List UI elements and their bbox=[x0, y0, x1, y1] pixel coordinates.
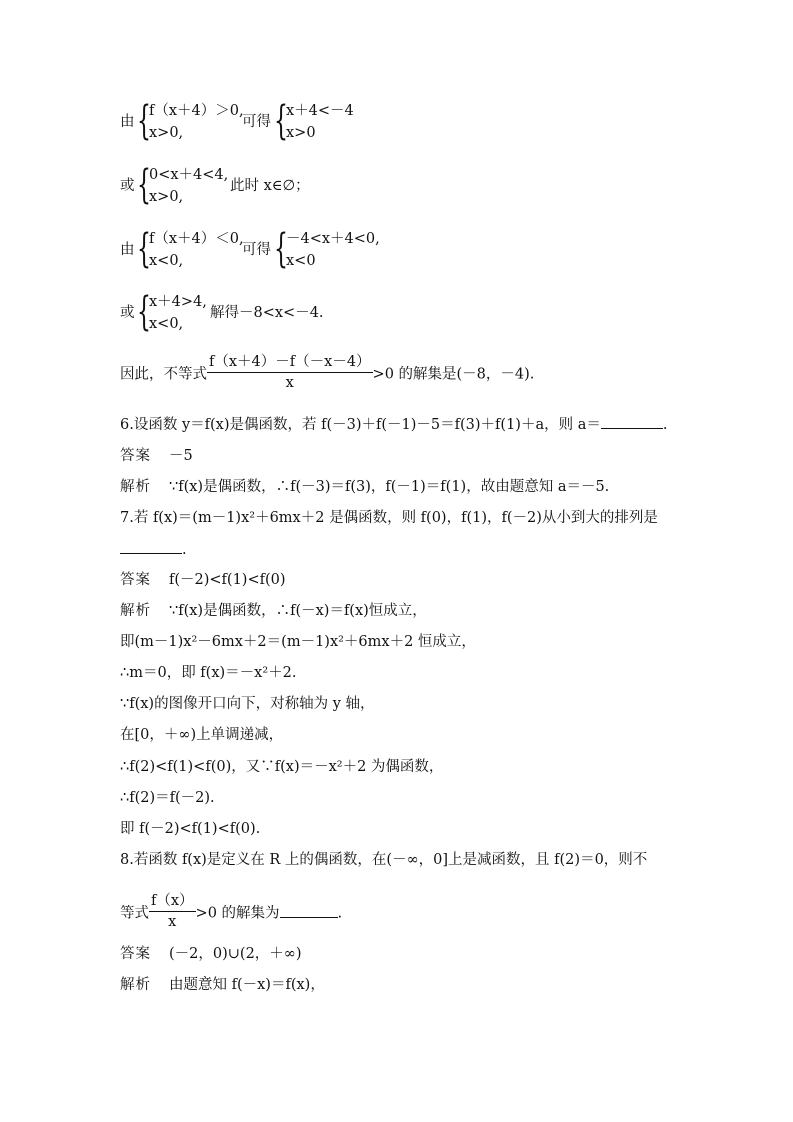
question-tail: . bbox=[337, 905, 343, 922]
analysis-step: ∴f(2)＝f(－2). bbox=[120, 790, 215, 806]
fraction-denominator: x bbox=[285, 375, 294, 391]
left-brace: { bbox=[137, 226, 151, 272]
question-8-line2 bbox=[120, 894, 342, 933]
analysis-label: 解析 bbox=[120, 603, 151, 619]
left-brace: { bbox=[137, 289, 151, 335]
system-row: f（x＋4）＞0, bbox=[149, 103, 244, 119]
connector-text: 可得 bbox=[242, 242, 271, 258]
answer-label: 答案 bbox=[120, 448, 151, 464]
system-row: 0<x＋4<4, bbox=[149, 167, 229, 183]
q6-answer-line bbox=[120, 446, 193, 466]
left-brace: { bbox=[137, 98, 151, 144]
question-tail: . bbox=[662, 417, 668, 433]
question-8 bbox=[120, 850, 647, 870]
q7-answer-line bbox=[120, 570, 286, 590]
analysis-step: 即(m－1)x²－6mx＋2＝(m－1)x²＋6mx＋2 恒成立， bbox=[120, 634, 476, 650]
answer-value: f(－2)<f(1)<f(0) bbox=[169, 572, 286, 588]
lead-text: 由 bbox=[120, 114, 135, 130]
question-pre: 等式 bbox=[120, 905, 149, 922]
lead-text: 由 bbox=[120, 242, 135, 258]
system-row: x＋4>4, bbox=[149, 294, 207, 310]
answer-blank bbox=[280, 903, 338, 918]
system-row: x＋4<－4 bbox=[286, 103, 354, 119]
conclusion-post: >0 的解集是(－8，－4). bbox=[372, 366, 535, 383]
question-7 bbox=[120, 508, 658, 528]
left-brace: { bbox=[274, 226, 288, 272]
fraction-numerator: f（x＋4）－f（－x－4） bbox=[207, 353, 373, 373]
system-row: x<0, bbox=[149, 253, 184, 269]
question-7-line2 bbox=[120, 539, 187, 560]
analysis-label: 解析 bbox=[120, 479, 151, 495]
conclusion-line bbox=[120, 355, 534, 394]
connector-text: 可得 bbox=[242, 114, 271, 130]
result-text: 此时 x∈∅； bbox=[230, 178, 310, 194]
system-row: x<0 bbox=[286, 253, 316, 269]
result-text: 解得－8<x<－4. bbox=[210, 305, 324, 321]
analysis-label: 解析 bbox=[120, 977, 151, 993]
fraction bbox=[149, 892, 196, 931]
system-row: －4<x＋4<0, bbox=[286, 231, 380, 247]
q7-analysis-line bbox=[120, 601, 427, 621]
answer-label: 答案 bbox=[120, 946, 151, 962]
system-row: x<0, bbox=[149, 316, 184, 332]
analysis-text: ∵f(x)是偶函数，∴f(－3)＝f(3)，f(－1)＝f(1)，故由题意知 a＝－5. bbox=[169, 479, 610, 495]
conclusion-pre: 因此，不等式 bbox=[120, 366, 207, 383]
analysis-step: 即 f(－2)<f(1)<f(0). bbox=[120, 821, 261, 837]
lead-text: 或 bbox=[120, 305, 135, 321]
system-row: f（x＋4）＜0, bbox=[149, 231, 244, 247]
answer-blank bbox=[120, 539, 182, 554]
q6-analysis-line bbox=[120, 477, 609, 497]
system-row: x>0, bbox=[149, 125, 184, 141]
question-text: 6.设函数 y＝f(x)是偶函数，若 f(－3)＋f(－1)－5＝f(3)＋f(1)＋a，则 a＝ bbox=[120, 417, 601, 433]
answer-value: (－2，0)∪(2，＋∞) bbox=[169, 946, 302, 962]
question-6 bbox=[120, 414, 667, 435]
question-text: 7.若 f(x)＝(m－1)x²＋6mx＋2 是偶函数，则 f(0)，f(1)，f(－2)从小到大的排列是 bbox=[120, 510, 658, 526]
answer-blank bbox=[601, 414, 663, 429]
analysis-text: ∵f(x)是偶函数，∴f(－x)＝f(x)恒成立， bbox=[169, 603, 427, 619]
question-tail: . bbox=[182, 542, 187, 558]
left-brace: { bbox=[137, 162, 151, 208]
answer-label: 答案 bbox=[120, 572, 151, 588]
analysis-step: 在[0，＋∞)上单调递减， bbox=[120, 727, 284, 743]
q8-analysis-line bbox=[120, 975, 325, 995]
fraction-denominator: x bbox=[168, 914, 177, 930]
left-brace: { bbox=[274, 98, 288, 144]
analysis-step: ∴m＝0，即 f(x)＝－x²＋2. bbox=[120, 665, 297, 681]
question-post: >0 的解集为 bbox=[195, 905, 280, 922]
answer-value: －5 bbox=[169, 448, 193, 464]
system-row: x>0 bbox=[286, 125, 316, 141]
fraction-numerator: f（x） bbox=[149, 892, 196, 912]
fraction bbox=[207, 353, 373, 392]
analysis-step: ∴f(2)<f(1)<f(0)，又∵f(x)＝－x²＋2 为偶函数， bbox=[120, 759, 444, 775]
lead-text: 或 bbox=[120, 178, 135, 194]
analysis-text: 由题意知 f(－x)＝f(x)， bbox=[169, 977, 325, 993]
analysis-step: ∵f(x)的图像开口向下，对称轴为 y 轴， bbox=[120, 696, 375, 712]
q8-answer-line bbox=[120, 944, 302, 964]
system-row: x>0, bbox=[149, 189, 184, 205]
question-text: 8.若函数 f(x)是定义在 R 上的偶函数，在(－∞，0]上是减函数，且 f(2)＝0，则不 bbox=[120, 852, 648, 868]
